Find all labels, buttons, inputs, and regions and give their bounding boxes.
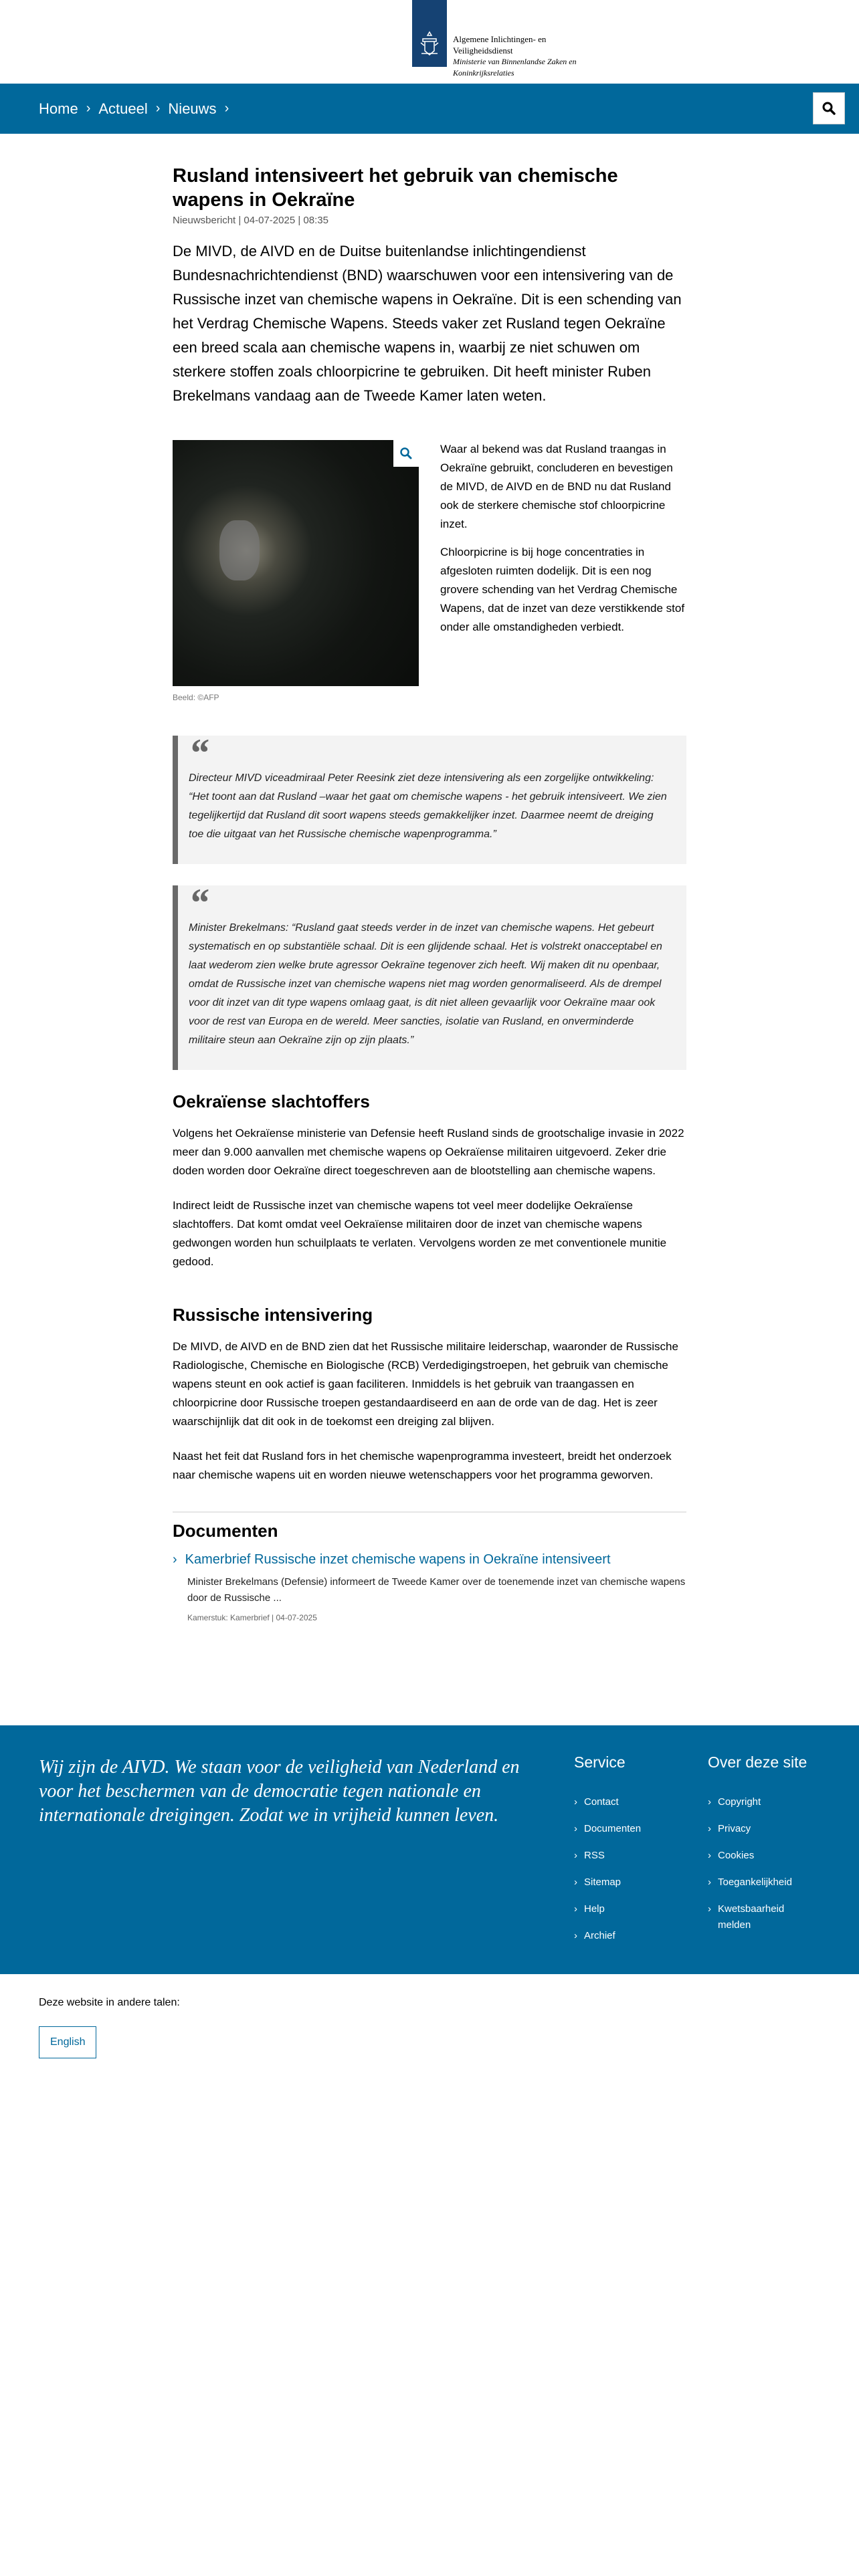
document-meta: Kamerstuk: Kamerbrief | 04-07-2025 [187, 1613, 317, 1622]
chevron-right-icon: › [574, 1796, 577, 1808]
section-intensification [173, 1305, 686, 1485]
footer-link-archief[interactable] [574, 1928, 641, 1944]
chevron-right-icon: › [173, 1552, 177, 1567]
link-label: Documenten [584, 1823, 642, 1834]
chevron-right-icon: › [708, 1823, 711, 1834]
site-footer [0, 1725, 859, 1974]
chevron-right-icon: › [574, 1930, 577, 1941]
navigation-bar [0, 84, 859, 134]
chevron-right-icon: › [708, 1876, 711, 1888]
paragraph: Volgens het Oekraïense ministerie van Defensie heeft Rusland sinds de grootschalige invasie in 2022 meer dan 9.000 aanvallen met chemische wapens op Oekraïense militairen uitgevoerd. Zeker drie doden worden door Oekraïne direct toegeschreven aan de blootstelling aan chemische wapens. [173, 1127, 684, 1177]
logo-line: Veiligheidsdienst [453, 45, 513, 56]
link-label: Privacy [718, 1823, 751, 1834]
footer-link-documenten[interactable] [574, 1821, 641, 1837]
quote-mark-icon: “ [189, 731, 209, 775]
link-label: Copyright [718, 1796, 761, 1808]
footer-service [574, 1753, 641, 1955]
breadcrumb [39, 100, 230, 118]
article-figure [173, 440, 419, 702]
search-button[interactable] [813, 92, 845, 124]
language-label: Deze website in andere talen: [39, 1997, 180, 2008]
quote-block [173, 881, 686, 1070]
article-image[interactable] [173, 440, 419, 686]
document-item [173, 1552, 686, 1622]
section-heading: Oekraïense slachtoffers [173, 1091, 370, 1111]
section-heading: Russische intensivering [173, 1305, 373, 1325]
chevron-right-icon: › [574, 1823, 577, 1834]
footer-link-sitemap[interactable] [574, 1874, 641, 1891]
paragraph: Naast het feit dat Rusland fors in het chemische wapenprogramma investeert, breidt het onderzoek naar chemische wapens uit en worden nieuwe wetenschappers voor het programma geworven. [173, 1450, 672, 1481]
logo-text [453, 33, 577, 79]
ministry-line: Ministerie van Binnenlandse Zaken en [453, 57, 577, 66]
footer-link-help[interactable] [574, 1901, 641, 1917]
link-label: Toegankelijkheid [718, 1876, 792, 1888]
chevron-right-icon: › [155, 101, 161, 116]
footer-heading: Over deze site [708, 1753, 807, 1771]
figure-row [173, 440, 686, 702]
footer-link-toegankelijkheid[interactable] [708, 1874, 842, 1891]
search-icon [822, 101, 836, 116]
breadcrumb-nieuws[interactable]: Nieuws [168, 100, 217, 117]
link-label: Help [584, 1903, 605, 1915]
paragraph: Chloorpicrine is bij hoge concentraties in afgesloten ruimten dodelijk. Dit is een nog grovere schending van het Verdrag Chemische Wapens, dat de inzet van deze verstikkende stof onder alle omstandigheden verbiedt. [440, 546, 685, 633]
chevron-right-icon: › [574, 1850, 577, 1861]
site-header [0, 0, 859, 84]
chevron-right-icon: › [574, 1903, 577, 1915]
footer-link-rss[interactable] [574, 1848, 641, 1864]
language-english-button[interactable]: English [39, 2026, 96, 2058]
enlarge-image-button[interactable] [393, 440, 419, 467]
chevron-right-icon: › [708, 1796, 711, 1808]
footer-link-contact[interactable] [574, 1794, 641, 1810]
documents-section [173, 1511, 686, 1622]
chevron-right-icon: › [86, 101, 91, 116]
chevron-right-icon: › [708, 1850, 711, 1861]
footer-link-privacy[interactable] [708, 1821, 842, 1837]
footer-heading: Service [574, 1753, 626, 1771]
paragraph: Waar al bekend was dat Rusland traangas in Oekraïne gebruikt, concluderen en bevestigen de MIVD, de AIVD en de BND nu dat Rusland ook de sterkere chemische stof chloorpicrine inzet. [440, 443, 673, 530]
footer-slogan: Wij zijn de AIVD. We staan voor de veiligheid van Nederland en voor het beschermen van de democratie tegen nationale en internationale dreigingen. Zodat we in vrijheid kunnen leven. [39, 1757, 520, 1826]
logo-line: Algemene Inlichtingen- en [453, 34, 547, 44]
magnifier-icon [399, 447, 413, 460]
breadcrumb-actueel[interactable]: Actueel [98, 100, 148, 117]
link-label: Sitemap [584, 1876, 622, 1888]
coat-of-arms-icon [419, 31, 440, 58]
figure-text [440, 440, 686, 702]
link-label: Contact [584, 1796, 619, 1808]
link-label: Kwetsbaarheid melden [718, 1903, 785, 1931]
paragraph: De MIVD, de AIVD en de BND zien dat het Russische militaire leiderschap, waaronder de Russische Radiologische, Chemische en Biologische (RCB) Verdedigingstroepen, het gebruik van chemische wapens steunt en ook actief is gaan faciliteren. Inmiddels is het gebruik van traangassen en chloorpicrine door Russische troepen gestandaardiseerd en aan de orde van de dag. Het is zeer waarschijnlijk dat dit ook in de toekomst een dreiging zal blijven. [173, 1340, 678, 1428]
footer-about [708, 1753, 842, 1944]
page-title: Rusland intensiveert het gebruik van chemische wapens in Oekraïne [173, 165, 618, 211]
section-victims [173, 1091, 686, 1271]
document-title: Kamerbrief Russische inzet chemische wapens in Oekraïne intensiveert [185, 1552, 611, 1567]
chevron-right-icon: › [574, 1876, 577, 1888]
chevron-right-icon: › [708, 1903, 711, 1915]
image-caption: Beeld: ©AFP [173, 693, 219, 702]
gas-mask-shape [219, 520, 260, 580]
logo-link[interactable] [412, 0, 447, 67]
chevron-right-icon: › [224, 101, 229, 116]
paragraph: Indirect leidt de Russische inzet van chemische wapens tot veel meer dodelijke Oekraïense slachtoffers. Dat komt omdat veel Oekraïense militairen door de inzet van chemische wapens gedwongen worden hun schuilplaats te verlaten. Vervolgens worden ze met conventionele munitie gedood. [173, 1199, 667, 1268]
article-meta: Nieuwsbericht | 04-07-2025 | 08:35 [173, 215, 328, 226]
quote-text: Directeur MIVD viceadmiraal Peter Reesink ziet deze intensivering als een zorgelijke ontwikkeling: “Het toont aan dat Rusland –waar het gaat om chemische wapens - het gebruik intensiveert. We zien tegelijkertijd dat Rusland dit soort wapens steeds gemakkelijker inzet. Daarmee neemt de dreiging toe die uitgaat van het Russische chemische wapenprogramma.” [189, 772, 667, 840]
lead-paragraph: De MIVD, de AIVD en de Duitse buitenlandse inlichtingendienst Bundesnachrichtendienst (BND) waarschuwen voor een intensivering van de Russische inzet van chemische wapens in Oekraïne. Dit is een schending van het Verdrag Chemische Wapens. Steeds vaker zet Rusland tegen Oekraïne een breed scala aan chemische wapens in, waarbij ze niet schuwen om sterkere stoffen zoals chloorpicrine te gebruiken. Dit heeft minister Ruben Brekelmans vandaag aan de Tweede Kamer laten weten. [173, 243, 682, 404]
document-link[interactable] [173, 1552, 686, 1568]
quote-mark-icon: “ [189, 881, 209, 925]
quote-block [173, 731, 686, 864]
language-section [39, 1997, 180, 2058]
ministry-line: Koninkrijksrelaties [453, 68, 514, 78]
documents-heading: Documenten [173, 1521, 278, 1541]
article [173, 164, 686, 1622]
breadcrumb-home[interactable]: Home [39, 100, 78, 117]
link-label: RSS [584, 1850, 605, 1861]
footer-link-copyright[interactable] [708, 1794, 842, 1810]
link-label: Cookies [718, 1850, 755, 1861]
quote-text: Minister Brekelmans: “Rusland gaat steeds verder in de inzet van chemische wapens. Het gebeurt systematisch en op substantiële schaal. Dit is een glijdende schaal. Het is volstrekt onacceptabel en laat wederom zien welke brute agressor Oekraïne tegenover zich heeft. Wij maken dit nu openbaar, omdat de Russische inzet van chemische wapens niet mag worden genormaliseerd. Als de drempel voor dit inzet van dit type wapens omlaag gaat, is dit niet alleen gevaarlijk voor Oekraïne maar ook voor de rest van Europa en de wereld. Meer sancties, isolatie van Rusland, en onverminderde militaire steun aan Oekraïne zijn op zijn plaats.” [189, 922, 662, 1046]
footer-link-kwetsbaarheid[interactable] [708, 1901, 842, 1933]
document-description: Minister Brekelmans (Defensie) informeert de Tweede Kamer over de toenemende inzet van chemische wapens door de Russische ... [187, 1576, 686, 1604]
footer-link-cookies[interactable] [708, 1848, 842, 1864]
link-label: Archief [584, 1930, 615, 1941]
